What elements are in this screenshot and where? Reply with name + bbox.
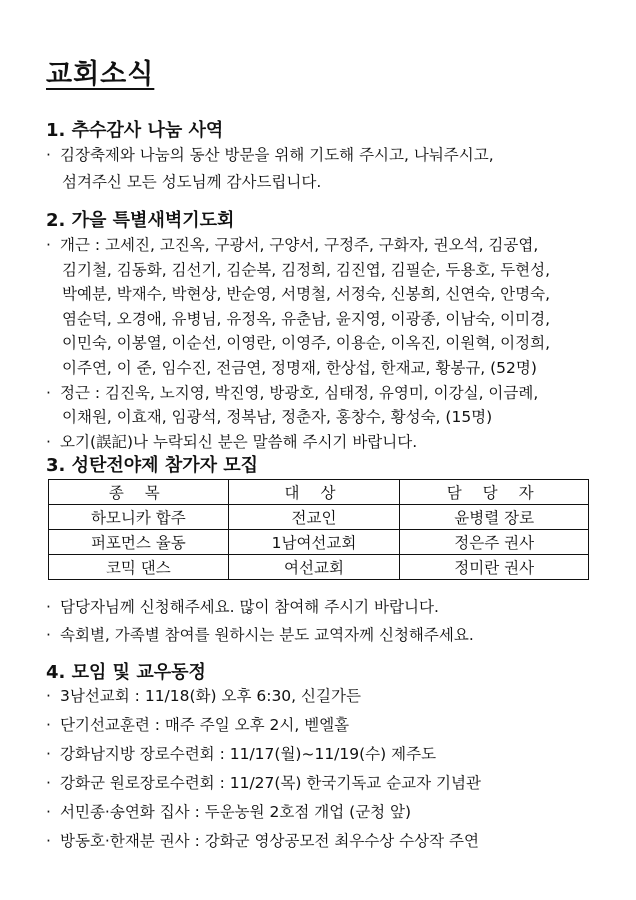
bullet-icon: ·: [46, 745, 51, 763]
bullet-icon: ·: [46, 598, 51, 616]
news-item: [46, 712, 349, 738]
table-cell: 하모니카 합주: [49, 505, 229, 530]
attendance-full-line-5: 이민숙, 이봉열, 이순선, 이영란, 이영주, 이용순, 이옥진, 이원혁, 이정희,: [62, 334, 551, 352]
attendance-regular-line-2: 이채원, 이효재, 임광석, 정복남, 정춘자, 홍창수, 황성숙, (15명): [62, 408, 493, 426]
bullet-icon: ·: [46, 236, 51, 254]
line-text: 담당자님께 신청해주세요. 많이 참여해 주시기 바랍니다.: [60, 598, 439, 616]
table-cell: 여선교회: [228, 555, 400, 580]
bullet-icon: ·: [46, 687, 51, 705]
table-cell: 정은주 권사: [400, 530, 589, 555]
table-cell: 퍼포먼스 율동: [49, 530, 229, 555]
table-cell: 정미란 권사: [400, 555, 589, 580]
line-text: 오기(誤記)나 누락되신 분은 말씀해 주시기 바랍니다.: [60, 433, 418, 451]
line-text: 단기선교훈련 : 매주 주일 오후 2시, 벧엘홀: [60, 716, 350, 734]
section-4-heading: 4. 모임 및 교우동정: [46, 662, 206, 683]
bullet-icon: ·: [46, 384, 51, 402]
line-text: 강화군 원로장로수련회 : 11/27(목) 한국기독교 순교자 기념관: [60, 774, 481, 792]
section-1-line-1: [46, 142, 494, 168]
bullet-icon: ·: [46, 774, 51, 792]
line-text: 속회별, 가족별 참여를 원하시는 분도 교역자께 신청해주세요.: [60, 626, 474, 644]
line-text: 김장축제와 나눔의 동산 방문을 위해 기도해 주시고, 나눠주시고,: [60, 146, 494, 164]
table-cell: 코믹 댄스: [49, 555, 229, 580]
line-text: 방동호·한재분 권사 : 강화군 영상공모전 최우수상 수상작 주연: [60, 832, 479, 850]
news-item: [46, 683, 361, 709]
attendance-full-line-3: 박예분, 박재수, 박현상, 반순영, 서명철, 서정숙, 신봉희, 신연숙, 안명숙,: [62, 285, 551, 303]
bullet-icon: ·: [46, 626, 51, 644]
table-row: [49, 530, 589, 555]
section-3-note-2: [46, 622, 474, 648]
table-row: [49, 505, 589, 530]
table-cell: 윤병렬 장로: [400, 505, 589, 530]
table-row: [49, 555, 589, 580]
bullet-icon: ·: [46, 803, 51, 821]
bullet-icon: ·: [46, 716, 51, 734]
bullet-icon: ·: [46, 433, 51, 451]
christmas-eve-participants-table: [48, 479, 589, 580]
attendance-regular-line-1: [46, 380, 538, 406]
section-2-heading: 2. 가을 특별새벽기도회: [46, 210, 235, 231]
column-header-item: 종 목: [49, 480, 229, 505]
column-header-person-in-charge: 담 당 자: [400, 480, 589, 505]
table-header-row: [49, 480, 589, 505]
line-text: 3남선교회 : 11/18(화) 오후 6:30, 신길가든: [60, 687, 361, 705]
section-1-line-2: 섬겨주신 모든 성도님께 감사드립니다.: [62, 173, 322, 191]
section-3-heading: 3. 성탄전야제 참가자 모집: [46, 455, 259, 476]
attendance-full-line-6: 이주연, 이 준, 임수진, 전금연, 정명재, 한상섭, 한재교, 황봉규, (52명): [62, 359, 537, 377]
news-item: [46, 799, 411, 825]
news-item: [46, 770, 481, 796]
news-item: [46, 741, 436, 767]
attendance-full-line-1: [46, 232, 538, 258]
attendance-full-line-4: 염순덕, 오경애, 유병님, 유정옥, 유춘남, 윤지영, 이광종, 이남숙, 이미경,: [62, 310, 551, 328]
section-1-heading: 1. 추수감사 나눔 사역: [46, 120, 224, 141]
news-item: [46, 828, 479, 854]
line-text: 정근 : 김진욱, 노지영, 박진영, 방광호, 심태정, 유영미, 이강실, 이금례,: [60, 384, 539, 402]
bullet-icon: ·: [46, 832, 51, 850]
table-cell: 1남여선교회: [228, 530, 400, 555]
bullet-icon: ·: [46, 146, 51, 164]
page-title: 교회소식: [46, 59, 155, 90]
section-3-note-1: [46, 594, 439, 620]
table-cell: 전교인: [228, 505, 400, 530]
line-text: 강화남지방 장로수련회 : 11/17(월)~11/19(수) 제주도: [60, 745, 437, 763]
column-header-target: 대 상: [228, 480, 400, 505]
line-text: 개근 : 고세진, 고진옥, 구광서, 구양서, 구정주, 구화자, 권오석, 김공엽,: [60, 236, 539, 254]
line-text: 서민종·송연화 집사 : 두운농원 2호점 개업 (군청 앞): [60, 803, 412, 821]
attendance-full-line-2: 김기철, 김동화, 김선기, 김순복, 김정희, 김진엽, 김필순, 두용호, 두현성,: [62, 261, 551, 279]
